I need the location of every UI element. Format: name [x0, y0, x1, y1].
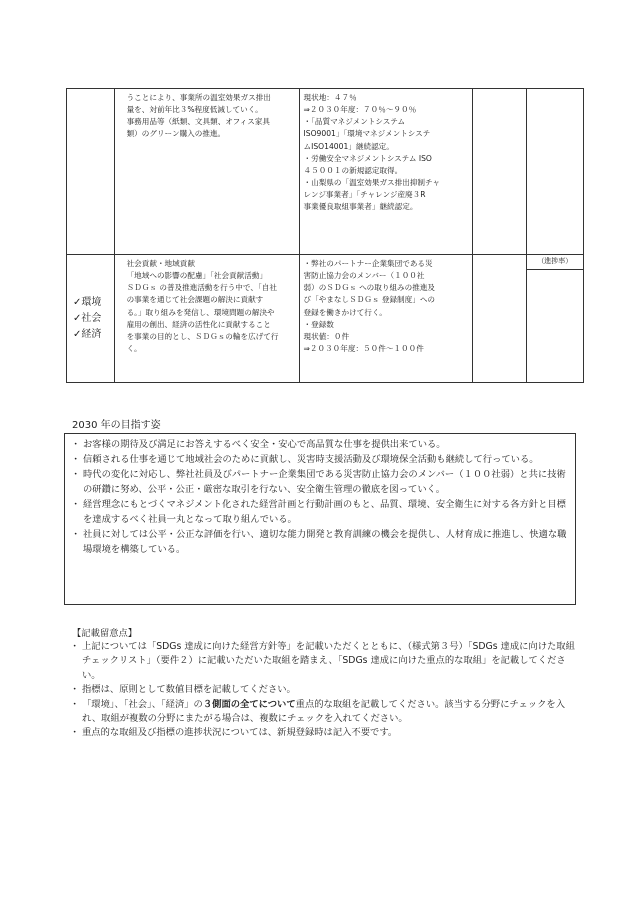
indicator-line: 害防止協力会のメンバー（１００社 — [303, 271, 425, 281]
check-economy: ✓経済 — [73, 328, 102, 340]
sdgs-table — [66, 88, 584, 383]
content-heading: 社会貢献・地域貢献 — [126, 259, 195, 268]
content-cell — [114, 255, 299, 383]
content-line: うことにより、事業所の温室効果ガス排出 — [126, 93, 271, 102]
indicator-line: ⇒２０３０年度：５０件～１００件 — [303, 343, 424, 353]
goal-item: ・ お客様の期待及び満足にお答えするべく安全・安心で高品質な仕事を提供出来ている。 — [73, 437, 569, 452]
indicator-line: 登録を働きかけて行く。 — [303, 307, 387, 317]
note-item: ・ 上記については「SDGs 達成に向けた経営方針等」を記載いただくとともに、（様式第３号）「SDGs 達成に向けた取組チェックリスト」（要件２）に記載いただいた取組を踏まえ、「SDGs 達成に向けた重点的な取組」を記載してください。 — [72, 640, 578, 683]
indicator-line: 弱）のＳＤＧｓ への取り組みの推進及 — [303, 283, 436, 293]
goal-section-title: 2030 年の目指す姿 — [72, 420, 161, 431]
content-line: 量を、対前年比３%程度低減していく。 — [126, 105, 263, 115]
note-emphasis: ３側面の全てについて — [202, 698, 296, 710]
indicator-cell — [299, 89, 472, 255]
goal-item: ・ 信頼される仕事を通じて地域社会のために貢献し、災害時支援活動及び環境保全活動も継続して行っている。 — [73, 452, 569, 467]
goal-item: ・ 社員に対しては公平・公正な評価を行い、適切な能力開発と教育訓練の機会を提供し、人材育成に推進し、快適な職場環境を構築している。 — [73, 527, 569, 557]
indicator-line: ISO9001」「環境マネジメントシステ — [303, 129, 431, 139]
progress-cell — [526, 255, 583, 383]
indicator-line: び「やまなしＳＤＧｓ 登録制度」への — [303, 295, 436, 305]
indicator-line: ⇒２０３０年度：７０％～９０％ — [303, 105, 417, 115]
indicator-line: ・「品質マネジメントシステム — [303, 117, 406, 127]
blank-cell — [472, 255, 526, 383]
category-cell — [67, 255, 115, 383]
goal-box — [64, 433, 576, 605]
progress-rate-header: （進捗率） — [527, 255, 583, 270]
table-row — [67, 89, 584, 255]
indicator-line: ・労働安全マネジメントシステム ISO — [303, 153, 432, 163]
notes-title: 【記載留意点】 — [72, 628, 138, 639]
content-line: 雇用の創出、経済の活性化に貢献すること — [126, 319, 271, 329]
indicator-line: ・登録数 — [303, 319, 334, 329]
note-item: ・ 重点的な取組及び指標の進捗状況については、新規登録時は記入不要です。 — [72, 726, 578, 740]
indicator-cell — [299, 255, 472, 383]
indicator-line: ・山梨県の「温室効果ガス排出抑制チャ — [303, 177, 440, 187]
note-item — [72, 698, 578, 727]
progress-cell — [526, 89, 583, 255]
content-cell — [114, 89, 299, 255]
content-line: 類）のグリーン購入の推進。 — [126, 129, 226, 139]
note-text: 「環境」、「社会」、「経済」の — [82, 698, 203, 710]
goal-item: ・ 時代の変化に対応し、弊社社員及びパートナー企業集団である災害防止協力会のメンバー（１００社弱）と共に技術の研鑽に努め、公平・公正・厳密な取引を行ない、安全衛生管理の徹底を図っていく。 — [73, 467, 569, 497]
content-line: 「地域への影響の配慮」「社会貢献活動」 — [126, 271, 268, 281]
blank-cell — [472, 89, 526, 255]
indicator-line: 事業優良取組事業者」継続認定。 — [303, 202, 418, 212]
notes-list — [72, 640, 578, 741]
content-line: の事業を通じて社会課題の解決に貢献す — [126, 295, 264, 305]
check-society: ✓社会 — [73, 312, 102, 324]
indicator-line: ・弊社のパートナー企業集団である災 — [303, 259, 433, 268]
content-line: 事務用品等（紙類、文具類、オフィス家具 — [126, 117, 271, 127]
content-line: く。 — [126, 343, 142, 353]
content-line: を事業の目的とし、ＳＤＧｓの輪を広げて行 — [126, 331, 279, 341]
goal-item: ・ 経営理念にもとづくマネジメント化された経営計画と行動計画のもと、品質、環境、安全衛生に対する各方針と目標を達成するべく社員一丸となって取り組んでいる。 — [73, 497, 569, 527]
indicator-line: レンジ事業者」「チャレンジ産廃３R — [303, 190, 426, 200]
check-environment: ✓環境 — [73, 296, 102, 308]
indicator-line: ４５００１の新規認定取得。 — [303, 165, 403, 175]
note-item: ・ 指標は、原則として数値目標を記載してください。 — [72, 683, 578, 697]
content-line: る。」取り組みを発信し、環境問題の解決や — [126, 307, 275, 317]
indicator-line: ムISO14001」継続認定。 — [303, 141, 394, 151]
content-line: ＳＤＧｓ の普及推進活動を行う中で、「自社 — [126, 283, 277, 293]
indicator-line: 現状値：０件 — [303, 331, 350, 341]
table-row — [67, 255, 584, 383]
indicator-line: 現状地：４７％ — [303, 93, 357, 102]
category-cell — [67, 89, 115, 255]
note-text: 重点的な取組を記載してください。該当する分野にチェックを入れ、取組が複数の分野にまたがる場合は、複数にチェックを入れてください。 — [82, 698, 565, 725]
